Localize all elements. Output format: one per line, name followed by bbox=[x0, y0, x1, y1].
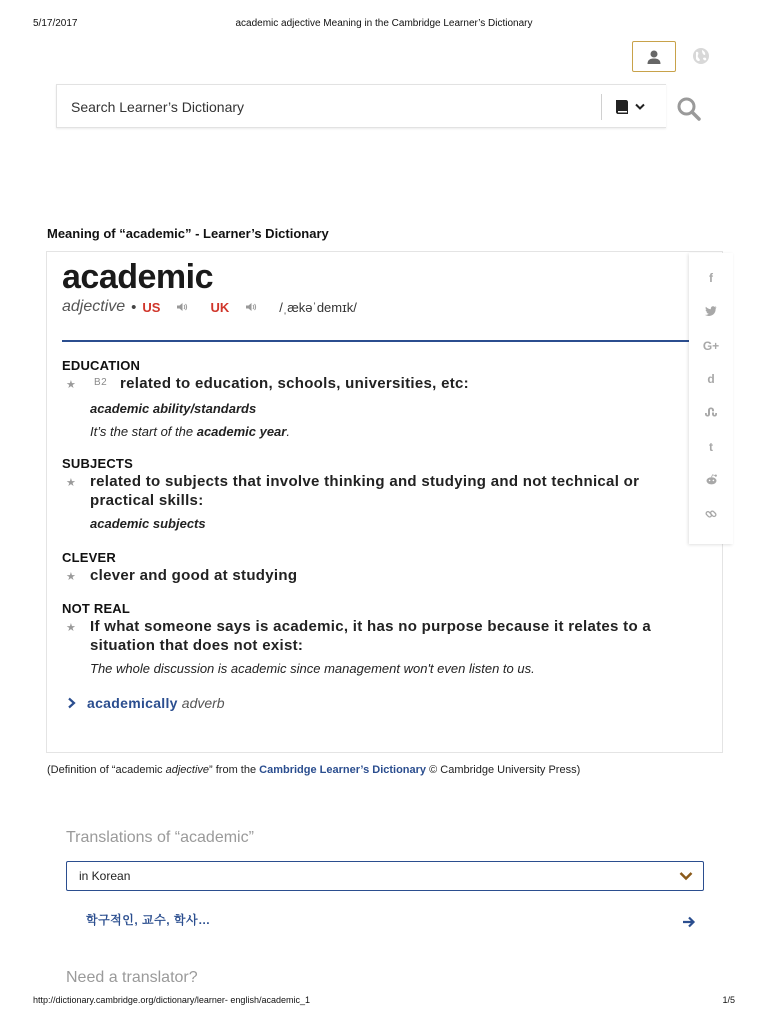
uk-label: UK bbox=[210, 299, 230, 315]
search-icon[interactable] bbox=[676, 96, 702, 122]
search-bar bbox=[56, 84, 666, 128]
link-icon[interactable] bbox=[689, 508, 733, 523]
definition-credit: (Definition of “academic adjective” from the Cambridge Learner’s Dictionary © Cambridge University Press) bbox=[47, 764, 581, 776]
speaker-icon-us[interactable] bbox=[176, 302, 188, 312]
pos-line bbox=[62, 298, 357, 316]
star-icon[interactable]: ★ bbox=[66, 477, 76, 489]
dictionary-link[interactable]: Cambridge Learner’s Dictionary bbox=[259, 764, 427, 776]
guideword: EDUCATION bbox=[62, 358, 141, 373]
book-icon bbox=[615, 99, 629, 115]
bullet-separator: • bbox=[131, 298, 137, 316]
example: It’s the start of the academic year. bbox=[90, 424, 290, 439]
meaning-title: Meaning of “academic” - Learner’s Dictionary bbox=[47, 226, 329, 241]
definition: If what someone says is academic, it has no purpose because it relates to a situation that does not exist: bbox=[90, 618, 652, 654]
part-of-speech: adjective bbox=[62, 298, 126, 315]
speaker-icon-uk[interactable] bbox=[245, 302, 257, 312]
need-translator-heading: Need a translator? bbox=[66, 969, 198, 986]
print-page-number: 1/5 bbox=[722, 995, 735, 1005]
tumblr-icon[interactable]: t bbox=[709, 440, 713, 454]
search-divider bbox=[601, 94, 602, 120]
language-select[interactable] bbox=[66, 861, 704, 891]
print-title: academic adjective Meaning in the Cambridge Learner’s Dictionary bbox=[235, 18, 533, 29]
share-rail bbox=[689, 253, 733, 544]
entry-card bbox=[46, 251, 723, 753]
language-select-value: in Korean bbox=[79, 869, 131, 883]
sense-clever bbox=[62, 550, 672, 585]
definition: related to subjects that involve thinking and studying and not technical or practical skills: bbox=[90, 473, 640, 509]
translation-result[interactable]: 학구적인, 교수, 학사… bbox=[86, 913, 211, 927]
guideword: SUBJECTS bbox=[62, 456, 133, 471]
star-icon[interactable]: ★ bbox=[66, 379, 76, 391]
user-icon bbox=[646, 49, 662, 65]
example: academic ability/standards bbox=[90, 401, 257, 416]
guideword: NOT REAL bbox=[62, 601, 131, 616]
us-label: US bbox=[142, 299, 161, 315]
arrow-right-icon[interactable] bbox=[682, 916, 696, 928]
twitter-icon[interactable] bbox=[689, 305, 733, 319]
example: The whole discussion is academic since management won't even listen to us. bbox=[90, 661, 535, 676]
star-icon[interactable]: ★ bbox=[66, 571, 76, 583]
google-plus-icon[interactable]: G+ bbox=[702, 339, 720, 353]
headword-divider bbox=[62, 340, 689, 342]
stumbleupon-icon[interactable] bbox=[689, 406, 733, 420]
chevron-down-icon bbox=[679, 871, 693, 881]
definition: related to education, schools, universities, etc: bbox=[120, 375, 469, 392]
dictionary-select[interactable] bbox=[615, 97, 655, 117]
print-date: 5/17/2017 bbox=[33, 18, 78, 29]
sense-subjects bbox=[62, 456, 672, 531]
star-icon[interactable]: ★ bbox=[66, 622, 76, 634]
runon-entry[interactable] bbox=[67, 695, 225, 711]
translations-title: Translations of “academic” bbox=[66, 829, 254, 846]
example: academic subjects bbox=[90, 516, 206, 531]
guideword: CLEVER bbox=[62, 550, 116, 565]
runon-word[interactable]: academically bbox=[87, 695, 178, 711]
delicious-icon[interactable]: d bbox=[707, 372, 715, 386]
pronunciation: /ˌækəˈdemɪk/ bbox=[279, 299, 357, 315]
cefr-level: B2 bbox=[94, 377, 108, 388]
sense-education bbox=[62, 358, 672, 439]
definition: clever and good at studying bbox=[90, 567, 298, 584]
runon-pos: adverb bbox=[181, 695, 225, 711]
user-account-button[interactable] bbox=[632, 41, 676, 72]
chevron-down-icon bbox=[635, 103, 645, 111]
globe-icon[interactable] bbox=[692, 47, 710, 65]
facebook-icon[interactable]: f bbox=[709, 271, 713, 285]
sense-not-real bbox=[62, 601, 672, 676]
search-input[interactable] bbox=[71, 97, 591, 117]
reddit-icon[interactable] bbox=[689, 474, 733, 488]
chevron-right-icon bbox=[67, 697, 77, 709]
print-url: http://dictionary.cambridge.org/dictionary/learner- english/academic_1 bbox=[33, 995, 310, 1005]
headword: academic bbox=[62, 258, 213, 296]
